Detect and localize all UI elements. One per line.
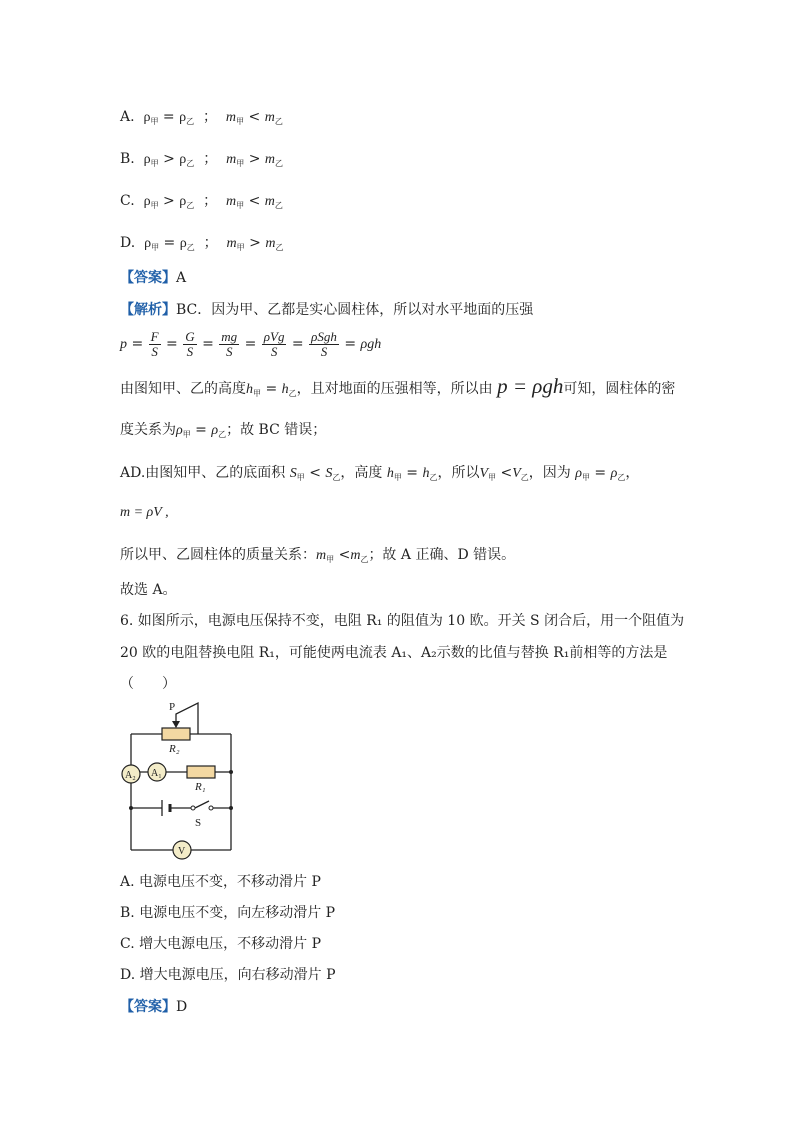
q5-option-d: D. $\rho_甲 = \rho_乙$ ； $m_甲 > m_乙$ [120,235,284,252]
q5-option-a: A. $\rho_甲 = \rho_乙$ ； $m_甲 < m_乙$ [120,109,283,126]
q5-analysis-line8: 故选 A。 [120,582,177,598]
q6-option-d: D. 增大电源电压，向右移动滑片 P [120,967,336,983]
q6-option-b: B. 电源电压不变，向左移动滑片 P [120,905,336,921]
q5-analysis-line7: 所以甲、乙圆柱体的质量关系：$m_甲 <m_乙$；故 A 正确、D 错误。 [120,547,516,564]
q5-option-c: C. $\rho_甲 > \rho_乙$ ； $m_甲 < m_乙$ [120,193,283,210]
q6-stem-line2: 20 欧的电阻替换电阻 R₁，可能使两电流表 A₁、A₂示数的比值与替换 R₁前相等的方法是 [120,645,668,661]
label-r2: R₂ [169,743,180,755]
label-v: V [178,846,186,857]
circuit-diagram [115,700,245,865]
q5-analysis-line5: AD.由图知甲、乙的底面积 $S_甲 < S_乙$，高度 $h_甲 = h_乙$，所以$V_甲 <V_乙$，因为 $\rho_甲 = \rho_乙$， [120,465,640,482]
q5-option-b: B. $\rho_甲 > \rho_乙$ ； $m_甲 > m_乙$ [120,151,283,168]
slider-arrow-icon [172,721,180,728]
q6-option-c: C. 增大电源电压，不移动滑片 P [120,936,321,952]
q5-analysis-line1: 【解析】BC．因为甲、乙都是实心圆柱体，所以对水平地面的压强 [120,302,534,318]
label-s: S [195,817,202,829]
q5-analysis-line3: 由图知甲、乙的高度$h_甲 = h_乙$，且对地面的压强相等，所以由 p = ρgh可知，圆柱体的密 [120,374,676,398]
q5-analysis-line6: m = ρV , [120,505,169,520]
label-a1: A₁ [151,768,162,779]
q5-analysis-line4: 度关系为$\rho_甲 = \rho_乙$；故 BC 错误； [120,422,327,439]
q5-answer: 【答案】A [120,270,187,286]
label-p: P [169,701,176,713]
q6-option-a: A. 电源电压不变，不移动滑片 P [120,874,321,890]
q5-pressure-equation: p = $\frac{F}{S}$ = $\frac{G}{S}$ = $\frac{mg}{S}$ = $\frac{\text{ρVg}}{S}$ = $\frac{\text{ρSgh}}{S}$ = ρgh [120,328,382,359]
q6-stem-line1: 6. 如图所示，电源电压保持不变，电阻 R₁ 的阻值为 10 欧。开关 S 闭合后，用一个阻值为 [120,613,685,629]
q6-answer: 【答案】D [120,999,188,1015]
label-a2: A₂ [125,770,136,781]
resistor-r1 [187,766,215,778]
label-r1: R₁ [195,781,206,793]
q6-answer-paren: （ ） [120,676,176,692]
resistor-r2 [162,728,190,740]
